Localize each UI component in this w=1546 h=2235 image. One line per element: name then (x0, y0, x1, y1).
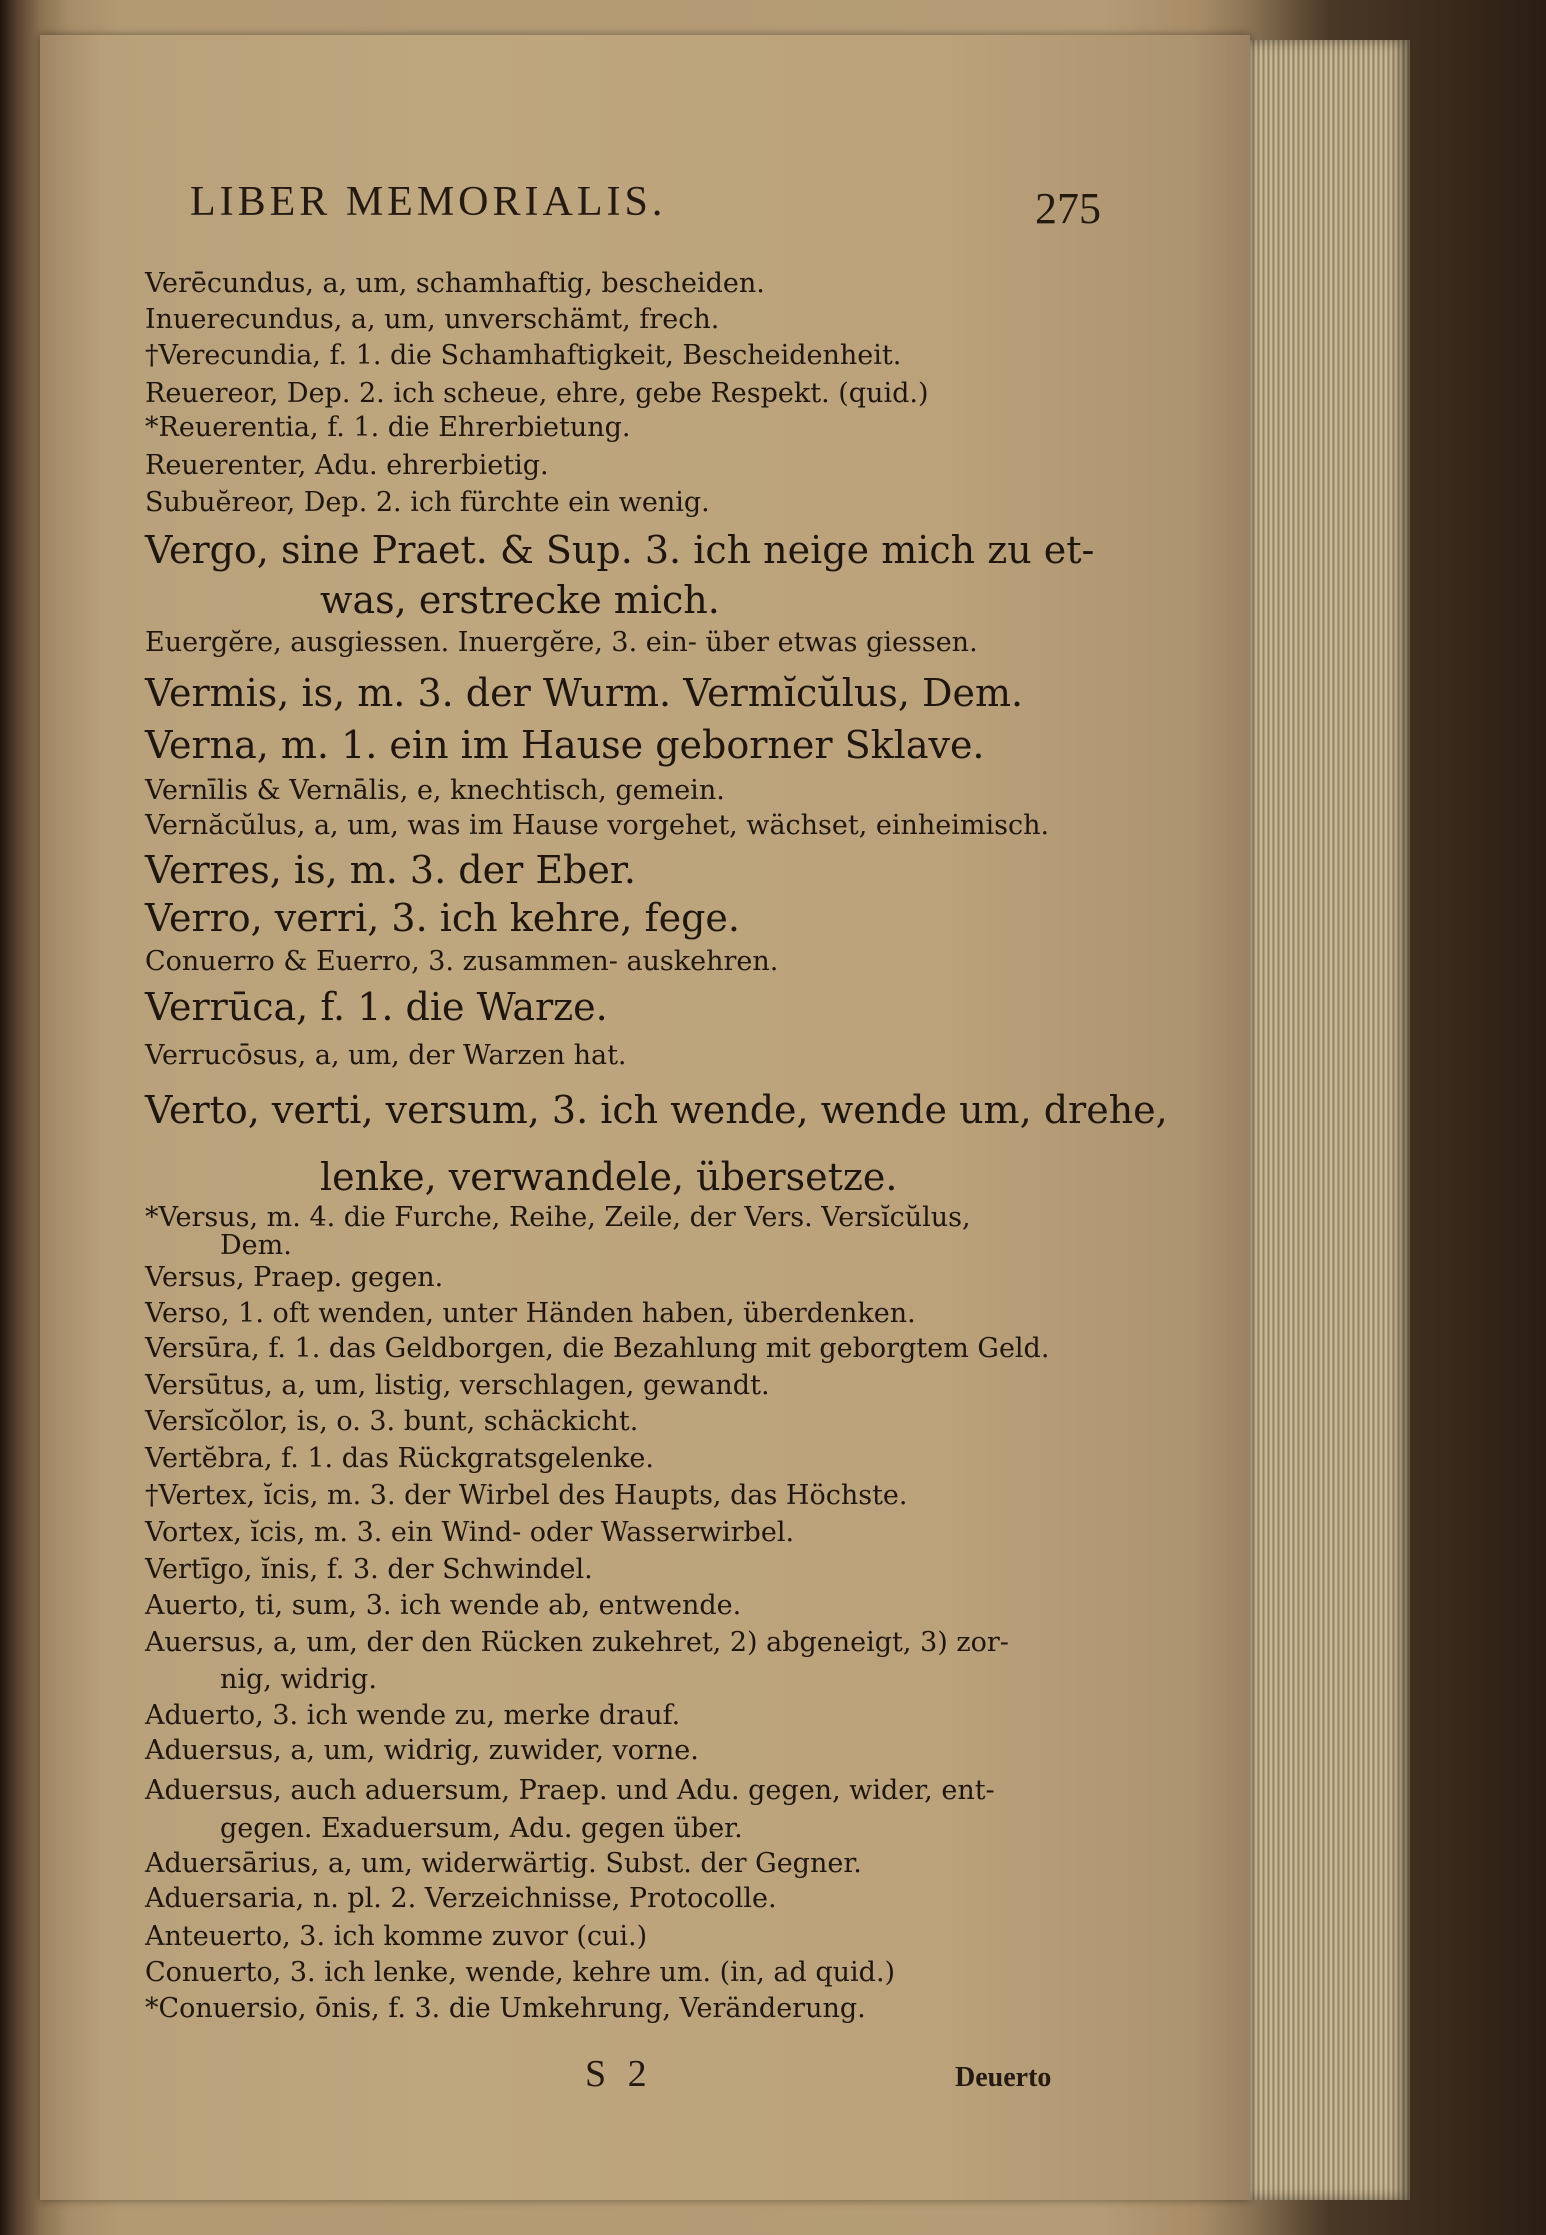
entry-line: †Verecundia, f. 1. die Schamhaftigkeit, Bescheidenheit. (145, 340, 902, 371)
catchword: Deuerto (955, 2062, 1052, 2093)
entry-line: nig, widrig. (220, 1664, 377, 1695)
entry-line: Conuerro & Euerro, 3. zusammen- auskehren. (145, 946, 779, 977)
entry-line: Verro, verri, 3. ich kehre, fege. (145, 896, 740, 940)
entry-line: Versus, Praep. gegen. (145, 1262, 444, 1293)
entry-line: Vertĕbra, f. 1. das Rückgratsgelenke. (145, 1443, 654, 1474)
entry-line: Aduersārius, a, um, widerwärtig. Subst. der Gegner. (145, 1848, 862, 1879)
entry-line: Auersus, a, um, der den Rücken zukehret, 2) abgeneigt, 3) zor- (145, 1627, 1009, 1658)
entry-line: Reuerenter, Adu. ehrerbietig. (145, 450, 549, 481)
entry-line: gegen. Exaduersum, Adu. gegen über. (220, 1813, 743, 1844)
signature-mark: S 2 (585, 2053, 653, 2095)
entry-line: was, erstrecke mich. (320, 578, 720, 622)
entry-line: Vortex, ĭcis, m. 3. ein Wind- oder Wasserwirbel. (145, 1517, 795, 1548)
entry-line: Vergo, sine Praet. & Sup. 3. ich neige mich zu et- (145, 528, 1095, 572)
entry-line: Dem. (220, 1230, 292, 1261)
entry-line: Anteuerto, 3. ich komme zuvor (cui.) (145, 1921, 648, 1952)
entry-line: Verna, m. 1. ein im Hause geborner Sklave. (145, 723, 985, 767)
page-edges (1250, 40, 1410, 2200)
entry-line: Vernăcŭlus, a, um, was im Hause vorgehet, wächset, einheimisch. (145, 810, 1050, 841)
entry-line: Verto, verti, versum, 3. ich wende, wende um, drehe, (145, 1088, 1168, 1132)
entry-line: Aduersaria, n. pl. 2. Verzeichnisse, Protocolle. (145, 1883, 777, 1914)
entry-line: Verso, 1. oft wenden, unter Händen haben, überdenken. (145, 1298, 916, 1329)
entry-line: *Reuerentia, f. 1. die Ehrerbietung. (145, 412, 631, 443)
entry-line: *Conuersio, ōnis, f. 3. die Umkehrung, Veränderung. (145, 1993, 866, 2024)
entry-line: Verrūca, f. 1. die Warze. (145, 985, 608, 1029)
entry-line: Aduersus, a, um, widrig, zuwider, vorne. (145, 1735, 699, 1766)
entry-line: Verres, is, m. 3. der Eber. (145, 848, 636, 892)
entry-line: Verrucōsus, a, um, der Warzen hat. (145, 1040, 627, 1071)
entry-line: Versĭcŏlor, is, o. 3. bunt, schäckicht. (145, 1406, 639, 1437)
entry-line: Aduersus, auch aduersum, Praep. und Adu. gegen, wider, ent- (145, 1775, 995, 1806)
entry-line: Vernīlis & Vernālis, e, knechtisch, gemein. (145, 775, 725, 806)
entry-line: lenke, verwandele, übersetze. (320, 1155, 898, 1199)
entry-line: Euergĕre, ausgiessen. Inuergĕre, 3. ein- über etwas giessen. (145, 627, 978, 658)
entry-line: Versūtus, a, um, listig, verschlagen, gewandt. (145, 1370, 770, 1401)
entry-line: Reuereor, Dep. 2. ich scheue, ehre, gebe Respekt. (quid.) (145, 378, 929, 409)
entry-line: Conuerto, 3. ich lenke, wende, kehre um. (in, ad quid.) (145, 1957, 896, 1988)
entry-line: Inuerecundus, a, um, unverschämt, frech. (145, 304, 720, 335)
running-title: LIBER MEMORIALIS. (190, 179, 667, 225)
entry-line: Verēcundus, a, um, schamhaftig, bescheiden. (145, 268, 765, 299)
entry-line: Vertīgo, ĭnis, f. 3. der Schwindel. (145, 1554, 593, 1585)
entry-line: Auerto, ti, sum, 3. ich wende ab, entwende. (145, 1590, 742, 1621)
entry-line: Versūra, f. 1. das Geldborgen, die Bezahlung mit geborgtem Geld. (145, 1333, 1050, 1364)
entry-line: *Versus, m. 4. die Furche, Reihe, Zeile, der Vers. Versĭcŭlus, (145, 1202, 971, 1233)
entry-line: Subuĕreor, Dep. 2. ich fürchte ein wenig. (145, 487, 710, 518)
page-number: 275 (1035, 184, 1101, 233)
entry-line: Aduerto, 3. ich wende zu, merke drauf. (145, 1700, 681, 1731)
entry-line: †Vertex, ĭcis, m. 3. der Wirbel des Haupts, das Höchste. (145, 1480, 908, 1511)
entry-line: Vermis, is, m. 3. der Wurm. Vermĭcŭlus, Dem. (145, 671, 1024, 715)
